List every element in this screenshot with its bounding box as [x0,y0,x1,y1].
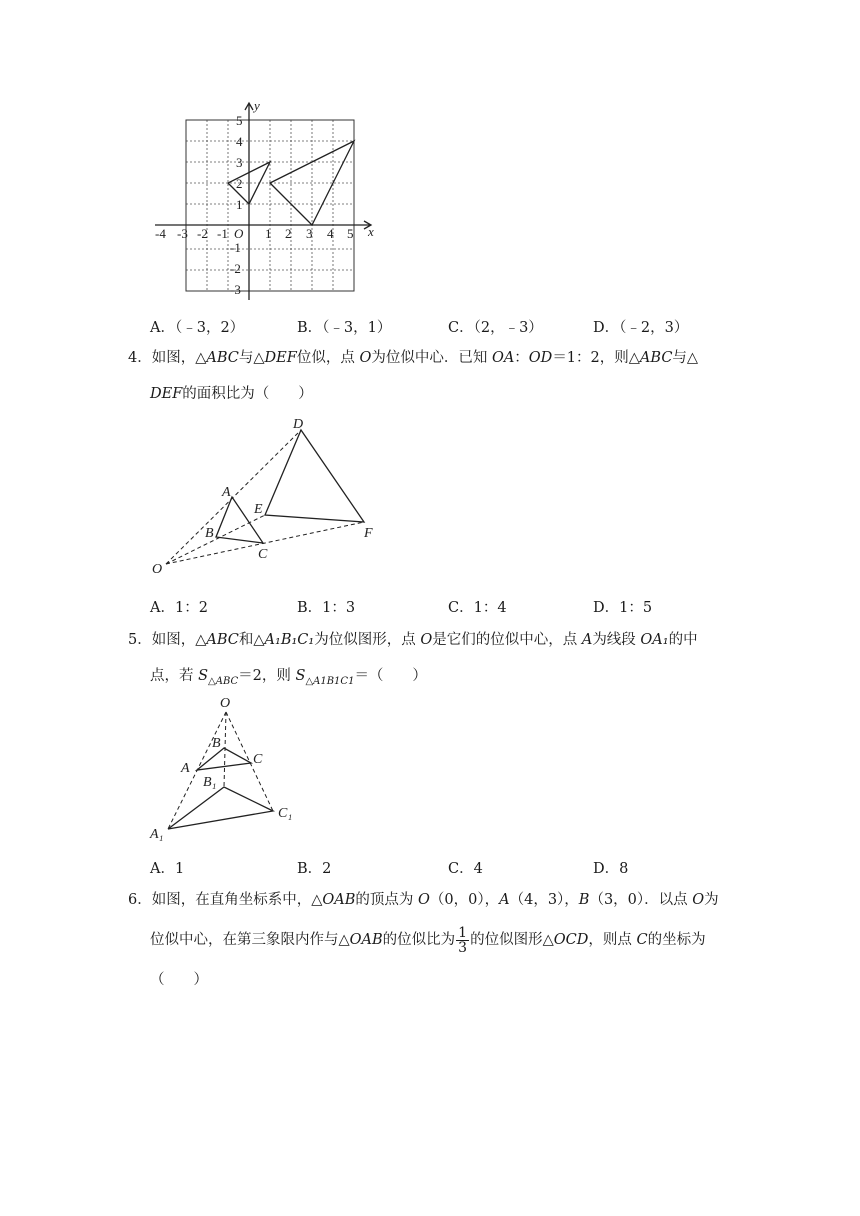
q5-homothety-figure [145,690,305,845]
q3-option-d[interactable]: D．（﹣2，3） [593,320,689,336]
triangle-def [265,430,364,522]
point-label-e: E [254,502,263,517]
q4-option-b[interactable]: B．1：3 [297,600,356,616]
point-label-c1: C₁ [278,806,293,821]
q5-stem: 5．如图，△ABC和△A₁B₁C₁为位似图形，点 O是它们的位似中心，点 A为线段 OA₁的中 点，若 $S_{\triangle ABC}=2$，则 $S_{\triangle A1B1C1}=$（ ） [128,632,698,687]
q5-option-a[interactable]: A．1 [150,861,185,877]
y-tick-label: 4 [236,134,243,149]
x-tick-label: -4 [155,226,166,241]
y-tick-label: -3 [230,282,241,297]
q6-stem: 6．如图，在直角坐标系中，△OAB的顶点为 O（0，0），A（4，3），B（3，0）．以点 O为 位似中心，在第三象限内作与△OAB的位似比为 $\frac{1}{3}$ 的位似图形△OCD，则点 C的坐标为 （ ） [128,892,719,988]
point-label-f: F [364,526,373,541]
q3-option-b[interactable]: B．（﹣3，1） [297,320,392,336]
y-tick-label: -2 [230,261,241,276]
x-tick-label: 1 [265,226,272,241]
x-tick-label: -3 [177,226,188,241]
point-label-d: D [293,417,304,432]
q3-coordinate-grid-figure [148,98,378,303]
point-label-c: C [258,547,268,562]
q4-option-d[interactable]: D．1：5 [593,600,653,616]
point-label-b: B [212,736,221,751]
x-tick-label: -1 [217,226,228,241]
point-label-a: A [181,761,190,776]
q4-homothety-figure [140,410,390,580]
grid-lines [186,120,354,291]
x-tick-label: 4 [327,226,334,241]
q5-option-d[interactable]: D．8 [593,861,629,877]
point-label-a1: A₁ [150,827,164,842]
x-tick-label: 5 [347,226,354,241]
y-tick-label: 2 [236,176,243,191]
point-label-o: O [152,562,163,577]
y-tick-label: -1 [230,240,241,255]
point-label-b1: B₁ [203,775,217,790]
origin-label: O [234,226,244,241]
point-label-o: O [220,696,231,711]
ratio-fraction: $\frac{1}{3}$ [458,924,468,956]
x-tick-label: 2 [285,226,292,241]
point-label-a: A [222,485,231,500]
y-tick-label: 3 [236,155,243,170]
q4-stem: 4．如图，△ABC与△DEF位似，点 O为位似中心．已知 OA：OD＝1：2，则△ABC与△ DEF的面积比为（ ） [128,350,699,402]
y-tick-label: 5 [236,113,243,128]
q5-option-c[interactable]: C．4 [448,861,483,877]
y-axis-label: y [254,98,260,113]
y-tick-label: 1 [236,197,243,212]
q4-option-a[interactable]: A．1：2 [150,600,208,616]
x-tick-label: 3 [306,226,313,241]
x-axis-label: x [368,224,374,239]
q3-option-c[interactable]: C．（2，﹣3） [448,320,543,336]
q4-option-c[interactable]: C．1：4 [448,600,507,616]
x-tick-label: -2 [197,226,208,241]
triangle-abc [197,748,251,770]
triangle-a1b1c1 [168,787,273,829]
point-label-c: C [253,752,263,767]
q5-option-b[interactable]: B．2 [297,861,332,877]
point-label-b: B [205,526,214,541]
q3-option-a[interactable]: A．（﹣3，2） [150,320,245,336]
